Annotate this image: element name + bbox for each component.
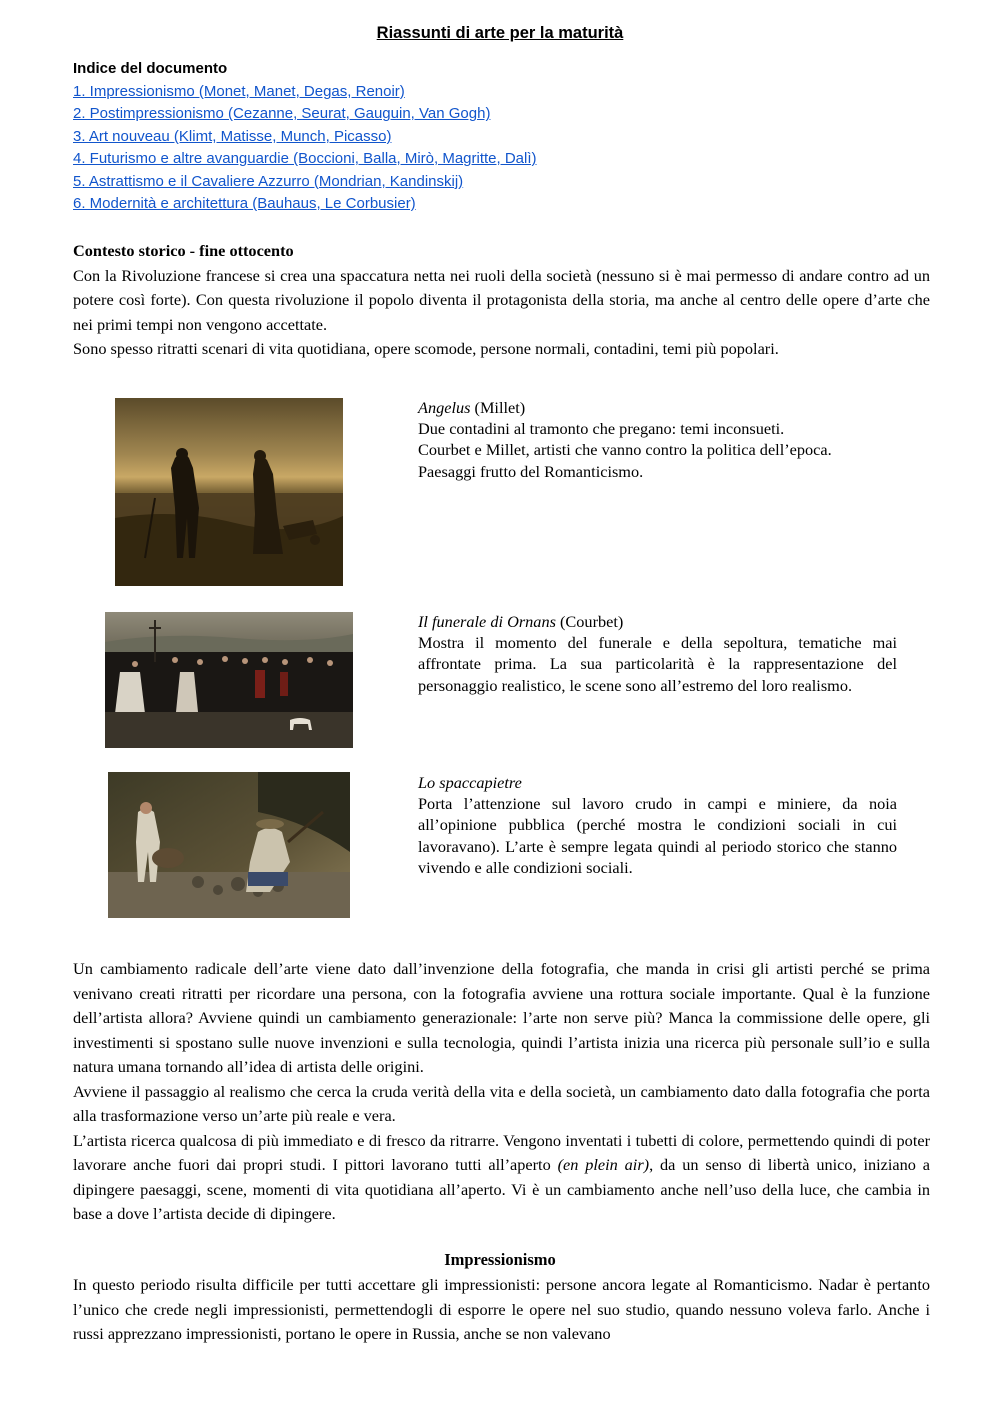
paragraph-text: L’artista ricerca qualcosa di più immediato e di fresco da ritrarre. Vengono inventati i tubetti di colore, permettendo quindi di poter lavorare anche fuori dai propri studi. I pittori lavorano tutti all’aperto	[73, 1130, 930, 1174]
toc-link-futurismo[interactable]: 4. Futurismo e altre avanguardie (Boccioni, Balla, Mirò, Magritte, Dalì)	[73, 150, 537, 168]
toc-link-postimpressionismo[interactable]: 2. Postimpressionismo (Cezanne, Seurat, Gauguin, Van Gogh)	[73, 105, 491, 123]
artwork-title: Lo spaccapietre	[418, 773, 522, 792]
artwork-title: Angelus	[418, 398, 471, 417]
toc-item	[73, 193, 537, 215]
toc-item	[73, 81, 537, 103]
impressionism-paragraph-1: In questo periodo risulta difficile per tutti accettare gli impressionisti: persone ancora legate al Romanticismo. Nadar è pertanto l’unico che crede negli impressionisti, permettendogli di esporre le opere nel suo studio, quando nessuno voleva farlo. Anche i russi apprezzano impressionisti, portano le opere in Russia, anche se non valevano	[73, 1275, 930, 1343]
lo-spaccapietre-image	[108, 772, 350, 918]
artwork-description: Mostra il momento del funerale e della sepoltura, tematiche mai affrontate prima. La sua particolarità è la rappresentazione del personaggio realistico, le scene sono all’estremo del loro realismo.	[418, 633, 897, 695]
artwork-artist: (Courbet)	[555, 612, 624, 631]
context-section	[73, 239, 930, 362]
context-paragraph-1: Con la Rivoluzione francese si crea una spaccatura netta nei ruoli della società (nessuno si è mai permesso di andare contro ad un potere così forte). Con questa rivoluzione il popolo diventa il protagonista della storia, ma anche al centro delle opere d’arte che nei primi tempi non vengono accettate.	[73, 265, 930, 334]
toc-heading: Indice del documento	[73, 60, 228, 77]
impressionism-heading: Impressionismo	[444, 1250, 556, 1269]
en-plein-air-term: (en plein air)	[557, 1155, 650, 1174]
angelus-painting-image	[115, 398, 343, 586]
impressionism-section	[73, 1273, 930, 1347]
toc-link-modernita[interactable]: 6. Modernità e architettura (Bauhaus, Le Corbusier)	[73, 195, 416, 213]
context-heading: Contesto storico - fine ottocento	[73, 241, 294, 260]
artwork-title: Il funerale di Ornans	[418, 612, 556, 631]
toc-item	[73, 148, 537, 170]
spaccapietre-caption	[418, 772, 897, 878]
toc-item	[73, 126, 537, 148]
photography-paragraph-2: Avviene il passaggio al realismo che cerca la cruda verità della vita e della società, un cambiamento dato dalla fotografia che porta alla trasformazione verso un’arte più reale e vera.	[73, 1081, 930, 1125]
toc-item	[73, 103, 537, 125]
artwork-description: Porta l’attenzione sul lavoro crudo in campi e miniere, da noia all’opinione pubblica (perché mostra le condizioni sociali in cui lavoravano). L’arte è sempre legata quindi al periodo storico che stanno vivendo e alle condizioni sociali.	[418, 794, 897, 877]
artwork-title-line	[418, 772, 897, 793]
artwork-description-line: Due contadini al tramonto che pregano: temi inconsueti.	[418, 419, 785, 439]
document-title: Riassunti di arte per la maturità	[376, 24, 624, 42]
artwork-description-line: Paesaggi frutto del Romanticismo.	[418, 461, 644, 481]
artwork-artist: (Millet)	[470, 398, 526, 417]
artwork-description-line: Courbet e Millet, artisti che vanno contro la politica dell’epoca.	[418, 440, 832, 460]
angelus-caption	[418, 397, 897, 482]
table-of-contents	[73, 81, 537, 215]
artwork-title-line	[418, 611, 897, 632]
toc-link-art-nouveau[interactable]: 3. Art nouveau (Klimt, Matisse, Munch, Picasso)	[73, 127, 392, 145]
photography-section	[73, 957, 930, 1227]
photography-paragraph-1: Un cambiamento radicale dell’arte viene dato dall’invenzione della fotografia, che manda in crisi gli artisti perché se prima venivano creati ritratti per ricordare una persona, con la fotografia avviene una rottura sociale importante. Qual è la funzione dell’artista allora? Avviene quindi un cambiamento generazionale: l’arte non serve più? Manca la commissione delle opere, gli investimenti si spostano sulle nuove invenzioni e sulla tecnologia, quindi l’artista inizia una ricerca più personale sull’io e sulla natura umana tornando all’idea di artista delle origini.	[73, 959, 930, 1076]
toc-item	[73, 171, 537, 193]
funerale-di-ornans-image	[105, 612, 353, 748]
toc-link-astrattismo[interactable]: 5. Astrattismo e il Cavaliere Azzurro (Mondrian, Kandinskij)	[73, 172, 464, 190]
context-paragraph-2: Sono spesso ritratti scenari di vita quotidiana, opere scomode, persone normali, contadini, temi più popolari.	[73, 339, 779, 358]
artwork-title-line	[418, 397, 897, 418]
toc-link-impressionismo[interactable]: 1. Impressionismo (Monet, Manet, Degas, Renoir)	[73, 83, 405, 100]
photography-paragraph-3	[73, 1129, 930, 1227]
funerale-caption	[418, 611, 897, 696]
paragraph-text: , da un senso di libertà unico, iniziano a dipingere paesaggi, scene, momenti di vita quotidiana all’aperto. Vi è un cambiamento anche nell’uso della luce, che cambia in base a dove l’artista decide di dipingere.	[73, 1155, 931, 1223]
